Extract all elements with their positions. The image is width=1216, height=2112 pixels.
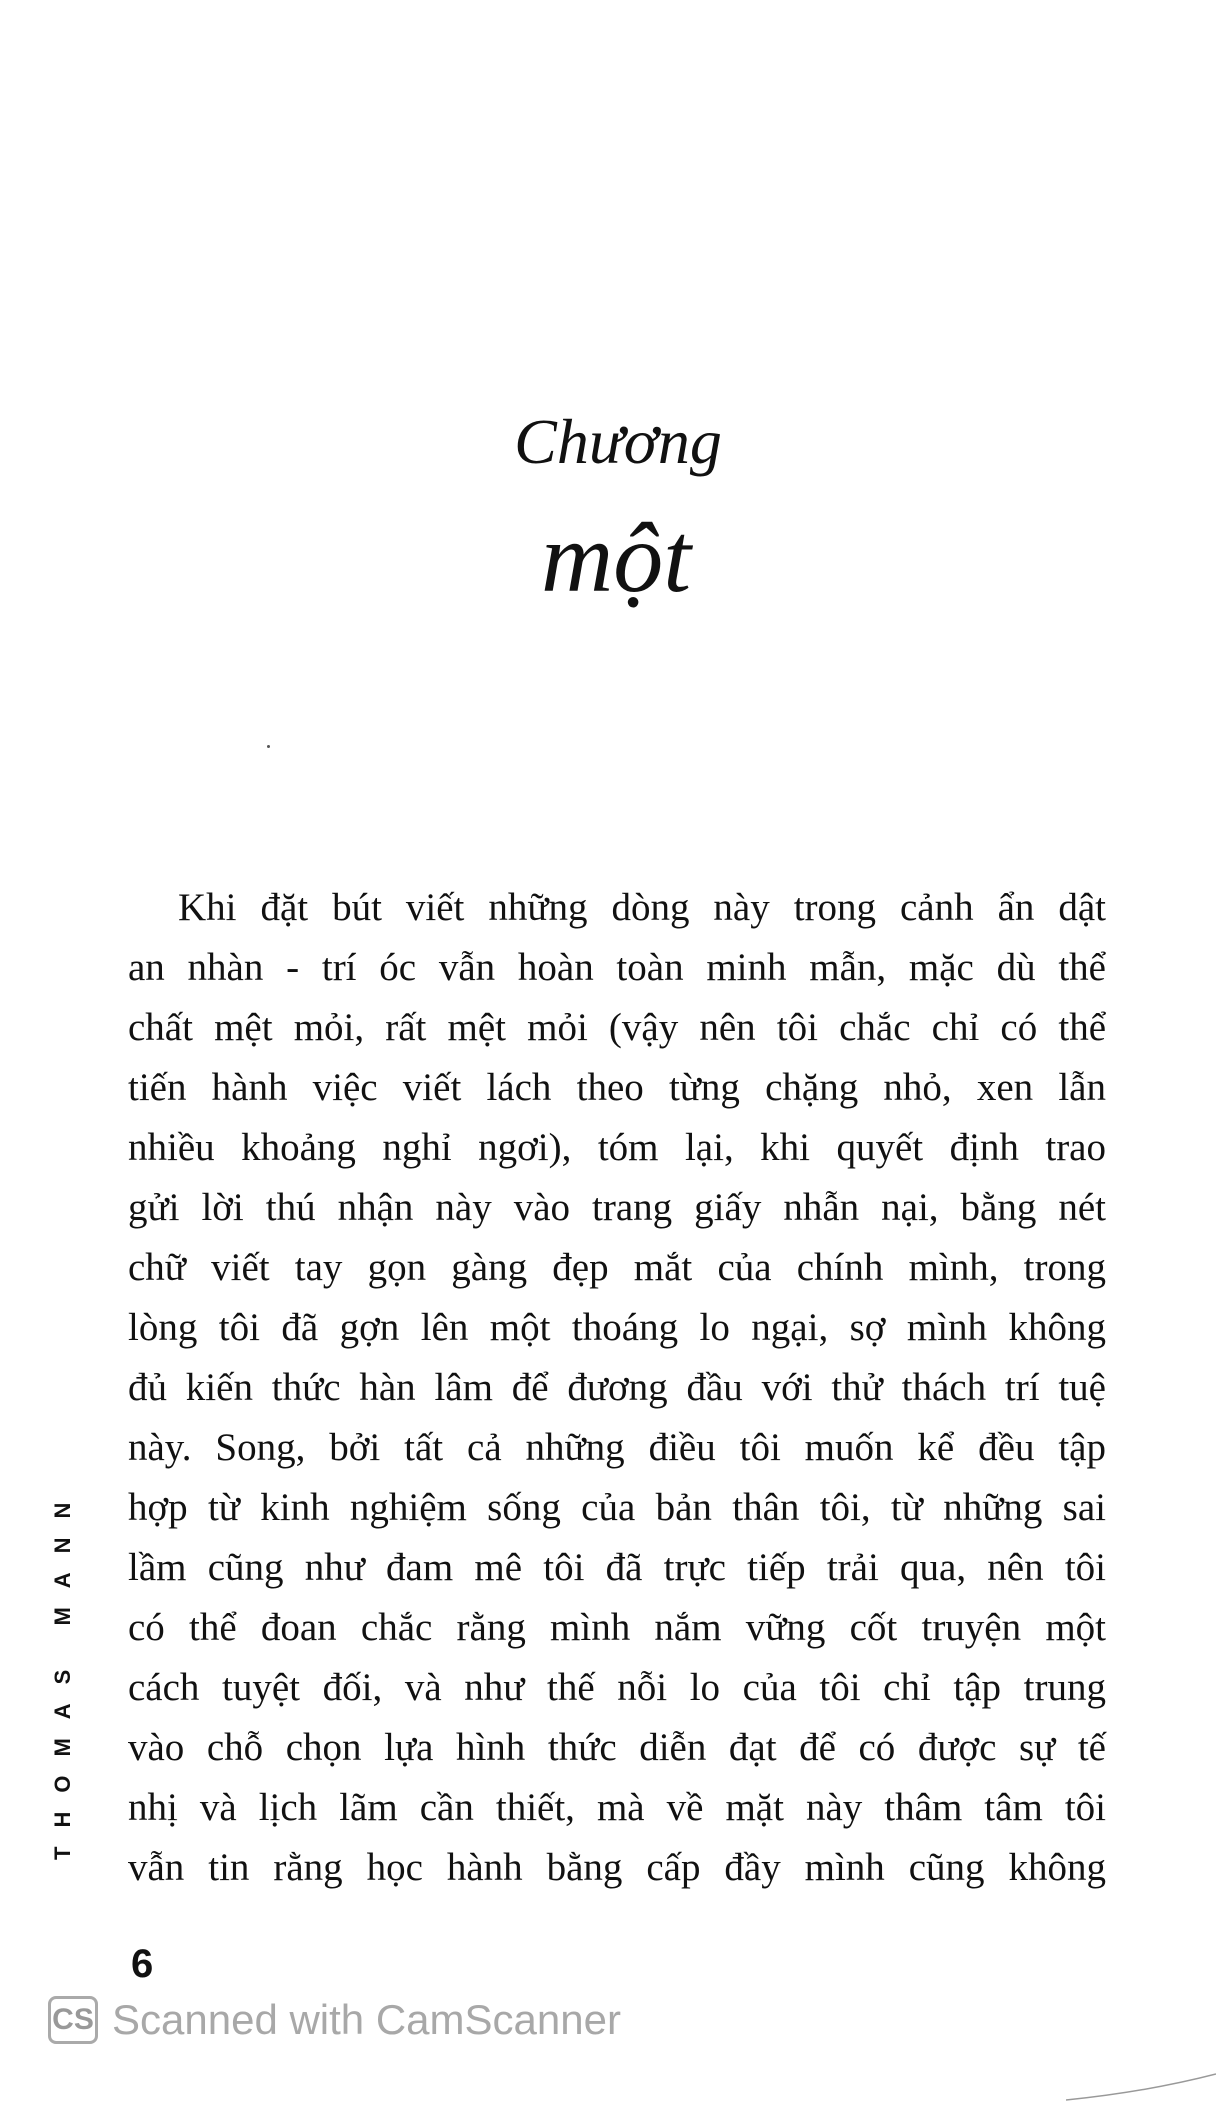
text-line: Khi đặt bút viết những dòng này trong cảnh ẩn dật — [178, 886, 1106, 929]
body-text — [128, 878, 1106, 1898]
page-number: 6 — [131, 1942, 154, 1986]
text-line: chữ viết tay gọn gàng đẹp mắt của chính mình, trong — [128, 1246, 1106, 1289]
text-line: hợp từ kinh nghiệm sống của bản thân tôi, từ những sai — [128, 1486, 1106, 1529]
camscanner-watermark — [48, 1996, 621, 2044]
text-line: vào chỗ chọn lựa hình thức diễn đạt để có được sự tế — [128, 1726, 1106, 1769]
text-line: lòng tôi đã gợn lên một thoáng lo ngại, sợ mình không — [128, 1306, 1106, 1349]
scan-speck — [267, 745, 270, 748]
text-line: an nhàn - trí óc vẫn hoàn toàn minh mẫn, mặc dù thể — [128, 946, 1106, 989]
text-line: nhiều khoảng nghỉ ngơi), tóm lại, khi quyết định trao — [128, 1126, 1106, 1169]
text-line: có thể đoan chắc rằng mình nắm vững cốt truyện một — [128, 1606, 1106, 1649]
text-line: lầm cũng như đam mê tôi đã trực tiếp trải qua, nên tôi — [128, 1546, 1106, 1589]
text-line: đủ kiến thức hàn lâm để đương đầu với thử thách trí tuệ — [128, 1366, 1106, 1409]
text-line: nhị và lịch lãm cần thiết, mà về mặt này thâm tâm tôi — [128, 1786, 1106, 1829]
text-line: cách tuyệt đối, và như thế nỗi lo của tôi chỉ tập trung — [128, 1666, 1106, 1709]
text-line: tiến hành việc viết lách theo từng chặng nhỏ, xen lẫn — [128, 1066, 1106, 1109]
text-line: chất mệt mỏi, rất mệt mỏi (vậy nên tôi chắc chỉ có thể — [128, 1006, 1106, 1049]
text-line: này. Song, bởi tất cả những điều tôi muốn kể đều tập — [128, 1426, 1106, 1469]
text-line: vẫn tin rằng học hành bằng cấp đầy mình cũng không — [128, 1846, 1106, 1889]
chapter-number: một — [541, 502, 691, 613]
running-head-author: THOMAS MANN — [50, 1483, 75, 1860]
text-line: gửi lời thú nhận này vào trang giấy nhẫn nại, bằng nét — [128, 1186, 1106, 1229]
chapter-label: Chương — [514, 406, 722, 477]
camscanner-logo-icon: CS — [48, 1996, 98, 2044]
watermark-text: Scanned with CamScanner — [112, 1996, 621, 2043]
page-edge-mark — [1066, 2072, 1216, 2102]
